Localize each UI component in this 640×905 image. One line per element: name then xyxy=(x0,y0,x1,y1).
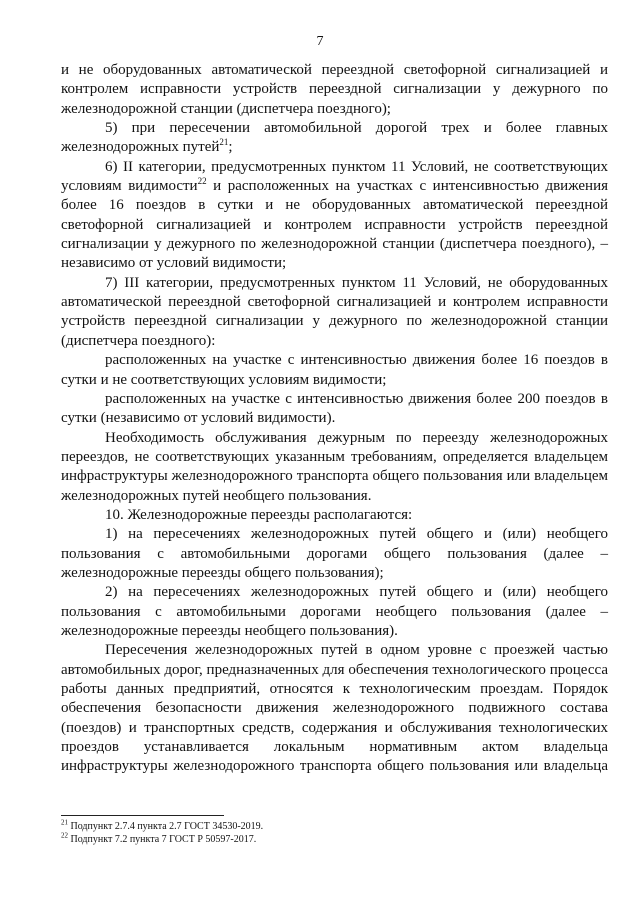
paragraph: расположенных на участке с интенсивностью движения более 16 поездов в сутки и не соответствующих условиям видимости; xyxy=(61,352,608,388)
paragraph: 7) III категории, предусмотренных пунктом 11 Условий, не оборудованных автоматической переездной светофорной сигнализацией и контролем исправности устройств переездной сигнализации у дежурного по железнодорожной станции (диспетчера поездного): xyxy=(61,274,608,349)
paragraph-text: 5) при пересечении автомобильной дорогой трех и более главных железнодорожных путей xyxy=(61,120,608,156)
paragraph-text: ; xyxy=(228,139,233,156)
paragraph: Пересечения железнодорожных путей в одном уровне с проезжей частью автомобильных дорог, предназначенных для обеспечения технологического процесса работы данных предприятий, относятся к технологическим проездам. Порядок обеспечения безопасности движения железнодорожного подвижного состава (поездов) и транспортных средств, содержания и обслуживания технологических проездов устанавливается локальным нормативным актом владельца инфраструктуры железнодорожного транспорта общего пользования или владельца xyxy=(61,642,608,775)
paragraph xyxy=(61,158,608,274)
paragraph-text: и расположенных на участках с интенсивностью движения более 16 поездов в сутки и не оборудованных автоматической переездной светофорной сигнализацией и контролем исправности устройств переездной сигнализации у дежурного по железнодорожной станции (диспетчера поездного), – независимо от условий видимости; xyxy=(61,178,608,272)
footnote xyxy=(61,833,608,846)
footnote-number: 22 xyxy=(61,831,68,840)
paragraph: 2) на пересечениях железнодорожных путей общего и (или) необщего пользования с автомобильными дорогами необщего пользования (далее – железнодорожные переезды необщего пользования). xyxy=(61,584,608,639)
footnote-reference[interactable]: 21 xyxy=(219,137,229,148)
footnotes xyxy=(61,820,608,846)
footnote-text: Подпункт 2.7.4 пункта 2.7 ГОСТ 34530-2019. xyxy=(70,821,264,832)
paragraph: расположенных на участке с интенсивностью движения более 200 поездов в сутки (независимо от условий видимости). xyxy=(61,390,608,427)
footnote xyxy=(61,820,608,833)
footnote-separator xyxy=(61,815,224,816)
footnote-number: 21 xyxy=(61,818,68,827)
paragraph: Необходимость обслуживания дежурным по переезду железнодорожных переездов, не соответствующих указанным требованиям, определяется владельцем инфраструктуры железнодорожного транспорта общего пользования или владельцем железнодорожных путей необщего пользования. xyxy=(61,429,608,504)
paragraph: 1) на пересечениях железнодорожных путей общего и (или) необщего пользования с автомобильными дорогами общего пользования (далее – железнодорожные переезды общего пользования); xyxy=(61,526,608,581)
paragraph: и не оборудованных автоматической переездной светофорной сигнализацией и контролем исправности устройств переездной сигнализации у дежурного по железнодорожной станции (диспетчера поездного); xyxy=(61,62,608,117)
paragraph-text: 6) II категории, предусмотренных пунктом 11 Условий, не соответствующих условиям видимости xyxy=(61,158,608,195)
page-number: 7 xyxy=(316,34,324,49)
paragraph: 10. Железнодорожные переезды располагаются: xyxy=(105,506,413,523)
document-body xyxy=(61,61,608,777)
footnote-reference[interactable]: 22 xyxy=(197,176,207,187)
footnote-text: Подпункт 7.2 пункта 7 ГОСТ Р 50597-2017. xyxy=(70,834,257,845)
paragraph xyxy=(61,119,608,158)
